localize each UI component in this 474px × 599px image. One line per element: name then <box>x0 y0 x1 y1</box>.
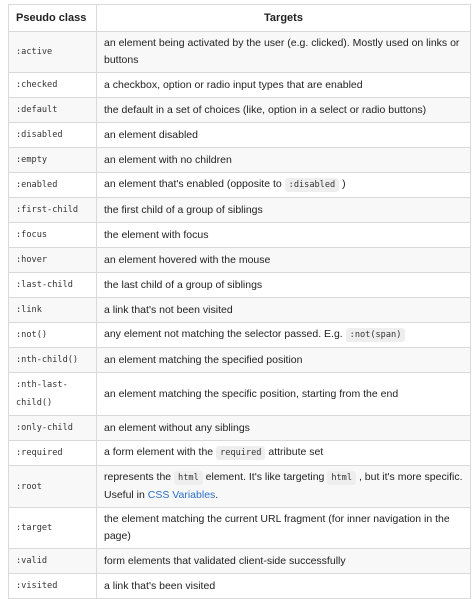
inline-code: required <box>216 446 265 460</box>
pseudo-class-cell <box>9 73 97 98</box>
targets-cell <box>97 98 471 123</box>
inline-code: html <box>327 471 356 485</box>
targets-cell <box>97 323 471 348</box>
table-row <box>9 466 471 508</box>
description-text: any element not matching the selector passed. E.g. <box>104 328 346 340</box>
targets-cell <box>97 373 471 416</box>
pseudo-class-cell <box>9 148 97 173</box>
targets-cell <box>97 549 471 574</box>
table-header-row <box>9 5 471 32</box>
description-text: attribute set <box>265 446 324 458</box>
targets-cell <box>97 248 471 273</box>
description-text: a form element with the <box>104 446 217 458</box>
pseudo-class-cell <box>9 373 97 416</box>
pseudo-class-cell <box>9 416 97 441</box>
header-targets: Targets <box>97 5 471 32</box>
table-row <box>9 549 471 574</box>
targets-cell <box>97 148 471 173</box>
pseudo-class-selector: :only-child <box>16 423 73 433</box>
table-row <box>9 148 471 173</box>
description-text: the first child of a group of siblings <box>104 203 263 216</box>
pseudo-class-cell <box>9 248 97 273</box>
table-row <box>9 73 471 98</box>
table-row <box>9 32 471 73</box>
table-row <box>9 173 471 198</box>
pseudo-class-cell <box>9 32 97 73</box>
pseudo-class-table <box>8 4 471 599</box>
css-variables-link[interactable]: CSS Variables <box>147 489 216 501</box>
pseudo-class-selector: :empty <box>16 155 48 165</box>
pseudo-class-selector: :root <box>16 481 42 492</box>
pseudo-class-cell <box>9 123 97 148</box>
pseudo-class-selector: :valid <box>16 556 48 566</box>
description-text: element. It's like targeting <box>202 471 328 483</box>
inline-code: :disabled <box>285 178 340 192</box>
description-text: the element with focus <box>104 228 209 241</box>
header-pseudo-class: Pseudo class <box>9 5 97 32</box>
pseudo-class-cell <box>9 323 97 348</box>
pseudo-class-selector: :checked <box>16 80 58 90</box>
pseudo-class-cell <box>9 574 97 599</box>
pseudo-class-selector: :visited <box>16 581 58 591</box>
pseudo-class-selector: :disabled <box>16 130 63 140</box>
inline-code: :not(span) <box>346 328 406 342</box>
pseudo-class-selector: :not() <box>16 330 48 340</box>
targets-cell <box>97 416 471 441</box>
pseudo-class-selector: :nth-child() <box>16 355 79 365</box>
description-text: an element disabled <box>104 128 198 141</box>
table-row <box>9 223 471 248</box>
targets-cell <box>97 273 471 298</box>
description-text: the element matching the current URL fragment (for inner navigation in the page) <box>104 513 450 542</box>
description-text: an element with no children <box>104 153 232 166</box>
targets-cell <box>97 348 471 373</box>
targets-cell <box>97 173 471 198</box>
pseudo-class-selector: :nth-last-child() <box>16 380 68 408</box>
pseudo-class-selector: :target <box>16 523 53 533</box>
pseudo-class-cell <box>9 98 97 123</box>
pseudo-class-selector: :hover <box>16 255 48 265</box>
pseudo-class-table-container <box>8 4 470 599</box>
targets-cell <box>97 574 471 599</box>
table-row <box>9 98 471 123</box>
targets-cell <box>97 298 471 323</box>
description-text: . <box>215 489 219 501</box>
pseudo-class-selector: :default <box>16 105 58 115</box>
description-text: a checkbox, option or radio input types that are enabled <box>104 78 363 91</box>
targets-cell <box>97 466 471 508</box>
pseudo-class-selector: :first-child <box>16 205 79 215</box>
pseudo-class-cell <box>9 549 97 574</box>
description-text: form elements that validated client-side successfully <box>104 554 346 567</box>
table-row <box>9 298 471 323</box>
description-text: represents the <box>104 471 175 483</box>
description-text: ) <box>339 178 346 190</box>
description-text: an element without any siblings <box>104 421 250 434</box>
table-body <box>9 32 471 599</box>
pseudo-class-cell <box>9 348 97 373</box>
table-row <box>9 441 471 466</box>
table-row <box>9 123 471 148</box>
table-row <box>9 574 471 599</box>
pseudo-class-cell <box>9 298 97 323</box>
pseudo-class-selector: :link <box>16 305 42 315</box>
targets-cell <box>97 508 471 549</box>
targets-cell <box>97 198 471 223</box>
pseudo-class-selector: :enabled <box>16 180 58 190</box>
pseudo-class-cell <box>9 466 97 508</box>
table-row <box>9 273 471 298</box>
table-row <box>9 198 471 223</box>
table-row <box>9 508 471 549</box>
description-text: , but it's more specific. Useful in <box>104 471 463 501</box>
targets-cell <box>97 73 471 98</box>
targets-cell <box>97 223 471 248</box>
description-text: an element matching the specific position, starting from the end <box>104 387 399 400</box>
pseudo-class-cell <box>9 198 97 223</box>
pseudo-class-selector: :required <box>16 448 63 458</box>
targets-cell <box>97 441 471 466</box>
description-text: an element being activated by the user (e.g. clicked). Mostly used on links or buttons <box>104 37 460 66</box>
description-text: an element matching the specified position <box>104 353 303 366</box>
description-text: the last child of a group of siblings <box>104 278 263 291</box>
targets-cell <box>97 32 471 73</box>
description-text: an element that's enabled (opposite to <box>104 178 285 190</box>
inline-code: html <box>174 471 203 485</box>
description-text: the default in a set of choices (like, option in a select or radio buttons) <box>104 103 427 116</box>
targets-cell <box>97 123 471 148</box>
table-row <box>9 248 471 273</box>
pseudo-class-selector: :last-child <box>16 280 73 290</box>
description-text: a link that's been visited <box>104 579 216 592</box>
pseudo-class-cell <box>9 441 97 466</box>
pseudo-class-cell <box>9 508 97 549</box>
pseudo-class-cell <box>9 273 97 298</box>
table-row <box>9 348 471 373</box>
description-text: a link that's not been visited <box>104 303 233 316</box>
pseudo-class-cell <box>9 223 97 248</box>
pseudo-class-cell <box>9 173 97 198</box>
pseudo-class-selector: :active <box>16 47 53 57</box>
table-row <box>9 373 471 416</box>
table-row <box>9 416 471 441</box>
pseudo-class-selector: :focus <box>16 230 48 240</box>
description-text: an element hovered with the mouse <box>104 253 271 266</box>
table-row <box>9 323 471 348</box>
